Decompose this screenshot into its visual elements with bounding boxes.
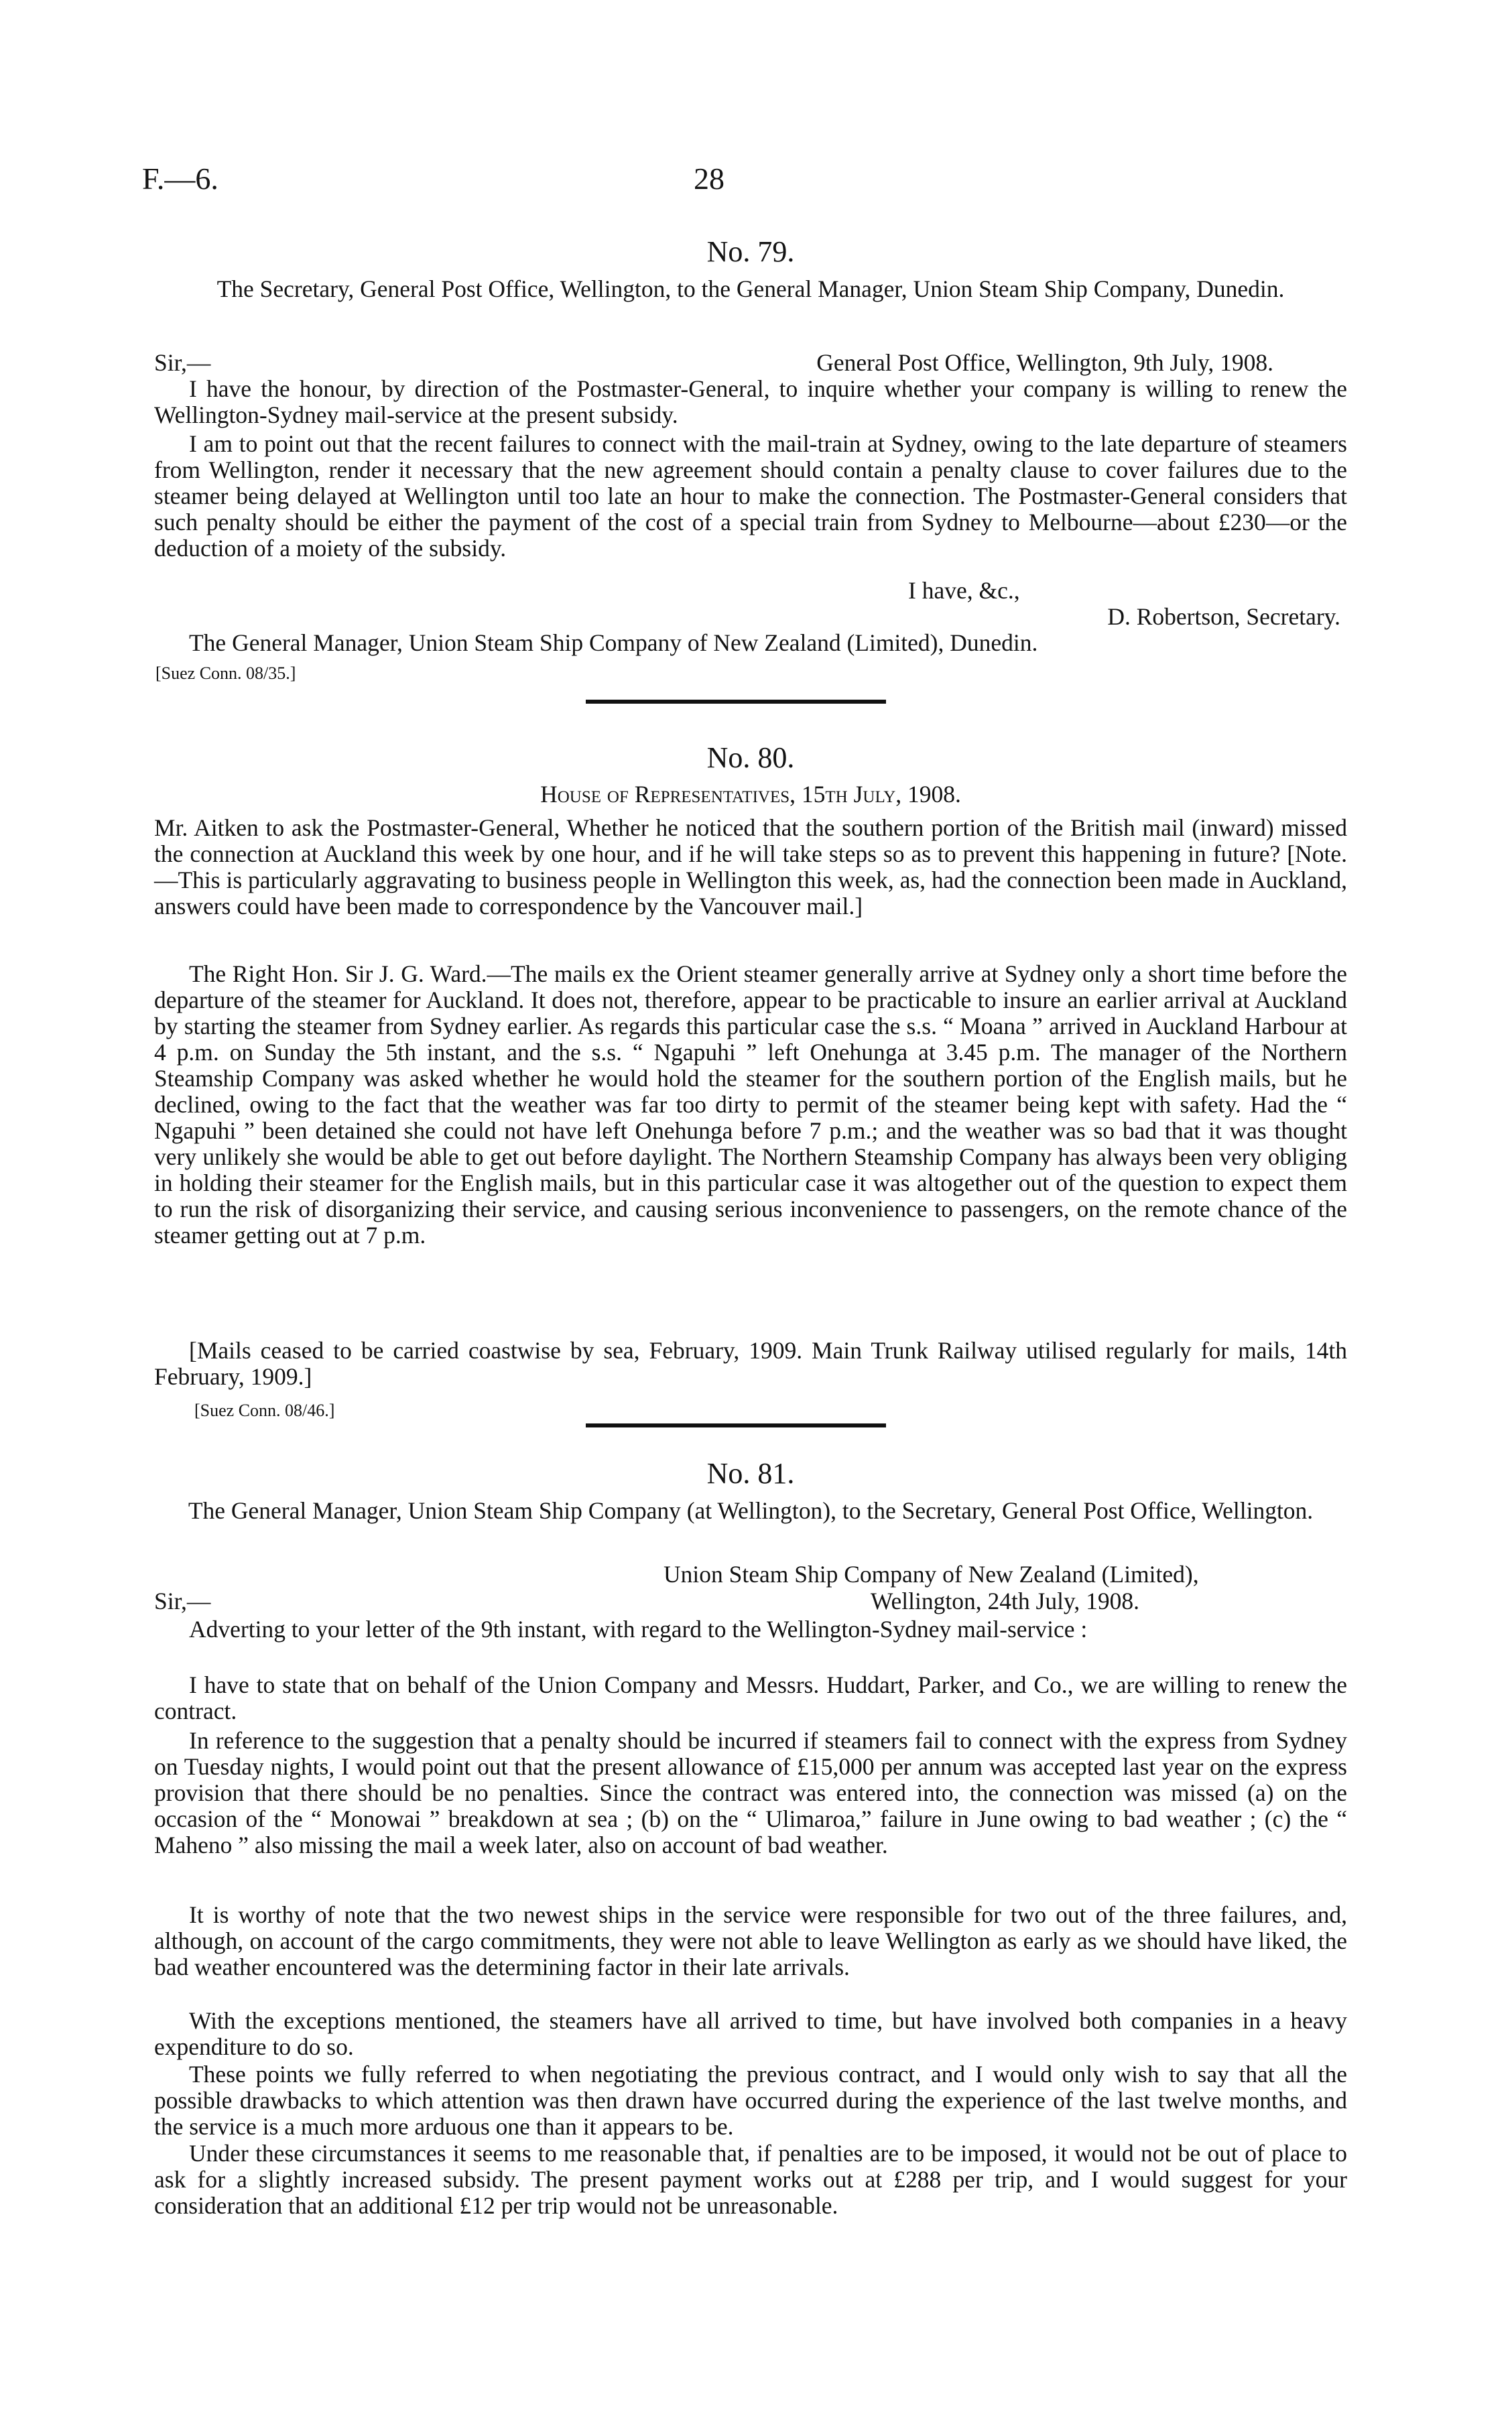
section-divider	[586, 700, 886, 704]
letter-title-79: The Secretary, General Post Office, Wellington, to the General Manager, Union Steam Ship Company, Dunedin.	[216, 275, 1285, 302]
page-number: 28	[694, 162, 724, 196]
salutation-text-79: Sir,—	[154, 349, 211, 376]
letter-heading-79: No. 79.	[706, 235, 795, 268]
addressee-79: The General Manager, Union Steam Ship Company of New Zealand (Limited), Dunedin.	[189, 629, 1038, 656]
dateline-80: House of Representatives, 15th July, 1908.	[540, 781, 961, 808]
paragraph-81-6: These points we fully referred to when negotiating the previous contract, and I would only wish to say that all the possible drawbacks to which attention was then drawn have occurred during the experience of the last twelve months, and the service is a much more arduous one than it appears to be.	[154, 2061, 1347, 2140]
signature-79: D. Robertson, Secretary.	[1107, 603, 1340, 630]
paragraph-81-1: Adverting to your letter of the 9th instant, with regard to the Wellington-Sydney mail-service :	[189, 1616, 1088, 1643]
salutation-text-81: Sir,—	[154, 1588, 211, 1614]
paragraph-79-1: I have the honour, by direction of the Postmaster-General, to inquire whether your company is willing to renew the Wellington-Sydney mail-service at the present subsidy.	[154, 375, 1347, 428]
paragraph-80-3: [Mails ceased to be carried coastwise by sea, February, 1909. Main Trunk Railway utilised regularly for mails, 14th February, 1909.]	[154, 1337, 1347, 1390]
paragraph-79-2: I am to point out that the recent failures to connect with the mail-train at Sydney, owing to the late departure of steamers from Wellington, render it necessary that the new agreement should contain a penalty clause to cover failures due to the steamer being delayed at Wellington until too late an hour to make the connection. The Postmaster-General considers that such penalty should be either the payment of the cost of a special train from Sydney to Melbourne—about £230—or the deduction of a moiety of the subsidy.	[154, 430, 1347, 562]
paragraph-81-2: I have to state that on behalf of the Union Company and Messrs. Huddart, Parker, and Co., we are willing to renew the contract.	[154, 1671, 1347, 1724]
salutation-81	[154, 1588, 1347, 1614]
reference-80: [Suez Conn. 08/46.]	[194, 1401, 335, 1420]
paragraph-80-2: The Right Hon. Sir J. G. Ward.—The mails ex the Orient steamer generally arrive at Sydney only a short time before the departure of the steamer for Auckland. It does not, therefore, appear to be practicable to insure an earlier arrival at Auckland by starting the steamer from Sydney earlier. As regards this particular case the s.s. “ Moana ” arrived in Auckland Harbour at 4 p.m. on Sunday the 5th instant, and the s.s. “ Ngapuhi ” left Onehunga at 3.45 p.m. The manager of the Northern Steamship Company was asked whether he would hold the steamer for the southern portion of the English mails, but he declined, owing to the fact that the weather was far too dirty to permit of the steamer being kept with safety. Had the “ Ngapuhi ” been detained she could not have left Onehunga before 7 p.m.; and the weather was so bad that it was thought very unlikely she would be able to get out before daylight. The Northern Steamship Company has always been very obliging in holding their steamer for the English mails, but in this particular case it was altogether out of the question to expect them to run the risk of disorganizing their service, and causing serious inconvenience to passengers, on the remote chance of the steamer getting out at 7 p.m.	[154, 960, 1347, 1249]
paragraph-81-5: With the exceptions mentioned, the steamers have all arrived to time, but have involved both companies in a heavy expenditure to do so.	[154, 2007, 1347, 2060]
paragraph-81-3: In reference to the suggestion that a penalty should be incurred if steamers fail to connect with the express from Sydney on Tuesday nights, I would point out that the present allowance of £15,000 per annum was accepted last year on the express provision that there should be no penalties. Since the contract was entered into, the connection was missed (a) on the occasion of the “ Monowai ” breakdown at sea ; (b) on the “ Ulimaroa,” failure in June owing to bad weather ; (c) the “ Maheno ” also missing the mail a week later, also on account of bad weather.	[154, 1727, 1347, 1858]
paragraph-80-1: Mr. Aitken to ask the Postmaster-General, Whether he noticed that the southern portion of the British mail (inward) missed the connection at Auckland this week by one hour, and if he will take steps so as to prevent this happening in future? [Note.—This is particularly aggravating to business people in Wellington this week, as, had the connection been made in Auckland, answers could have been made to correspondence by the Vancouver mail.]	[154, 814, 1347, 919]
series-label: F.—6.	[142, 162, 218, 196]
sender-line-2: Wellington, 24th July, 1908.	[870, 1588, 1139, 1614]
closing-text-79: I have, &c.,	[908, 577, 1020, 604]
section-divider	[586, 1423, 886, 1427]
paragraph-81-4: It is worthy of note that the two newest ships in the service were responsible for two out of the three failures, and, although, on account of the cargo commitments, they were not able to leave Wellington as early as we should have liked, the bad weather encountered was the determining factor in their late arrivals.	[154, 1901, 1347, 1980]
reference-79: [Suez Conn. 08/35.]	[155, 663, 296, 683]
sender-line-1: Union Steam Ship Company of New Zealand (Limited),	[664, 1561, 1199, 1588]
letter-heading-80: No. 80.	[706, 741, 795, 774]
paragraph-81-7: Under these circumstances it seems to me reasonable that, if penalties are to be imposed, it would not be out of place to ask for a slightly increased subsidy. The present payment works out at £288 per trip, and I would suggest for your consideration that an additional £12 per trip would not be unreasonable.	[154, 2140, 1347, 2219]
letter-heading-81: No. 81.	[706, 1457, 795, 1490]
letter-title-81: The General Manager, Union Steam Ship Company (at Wellington), to the Secretary, General Post Office, Wellington.	[188, 1497, 1314, 1524]
salutation-79	[154, 350, 1347, 376]
dateline-79: General Post Office, Wellington, 9th July, 1908.	[816, 349, 1273, 376]
